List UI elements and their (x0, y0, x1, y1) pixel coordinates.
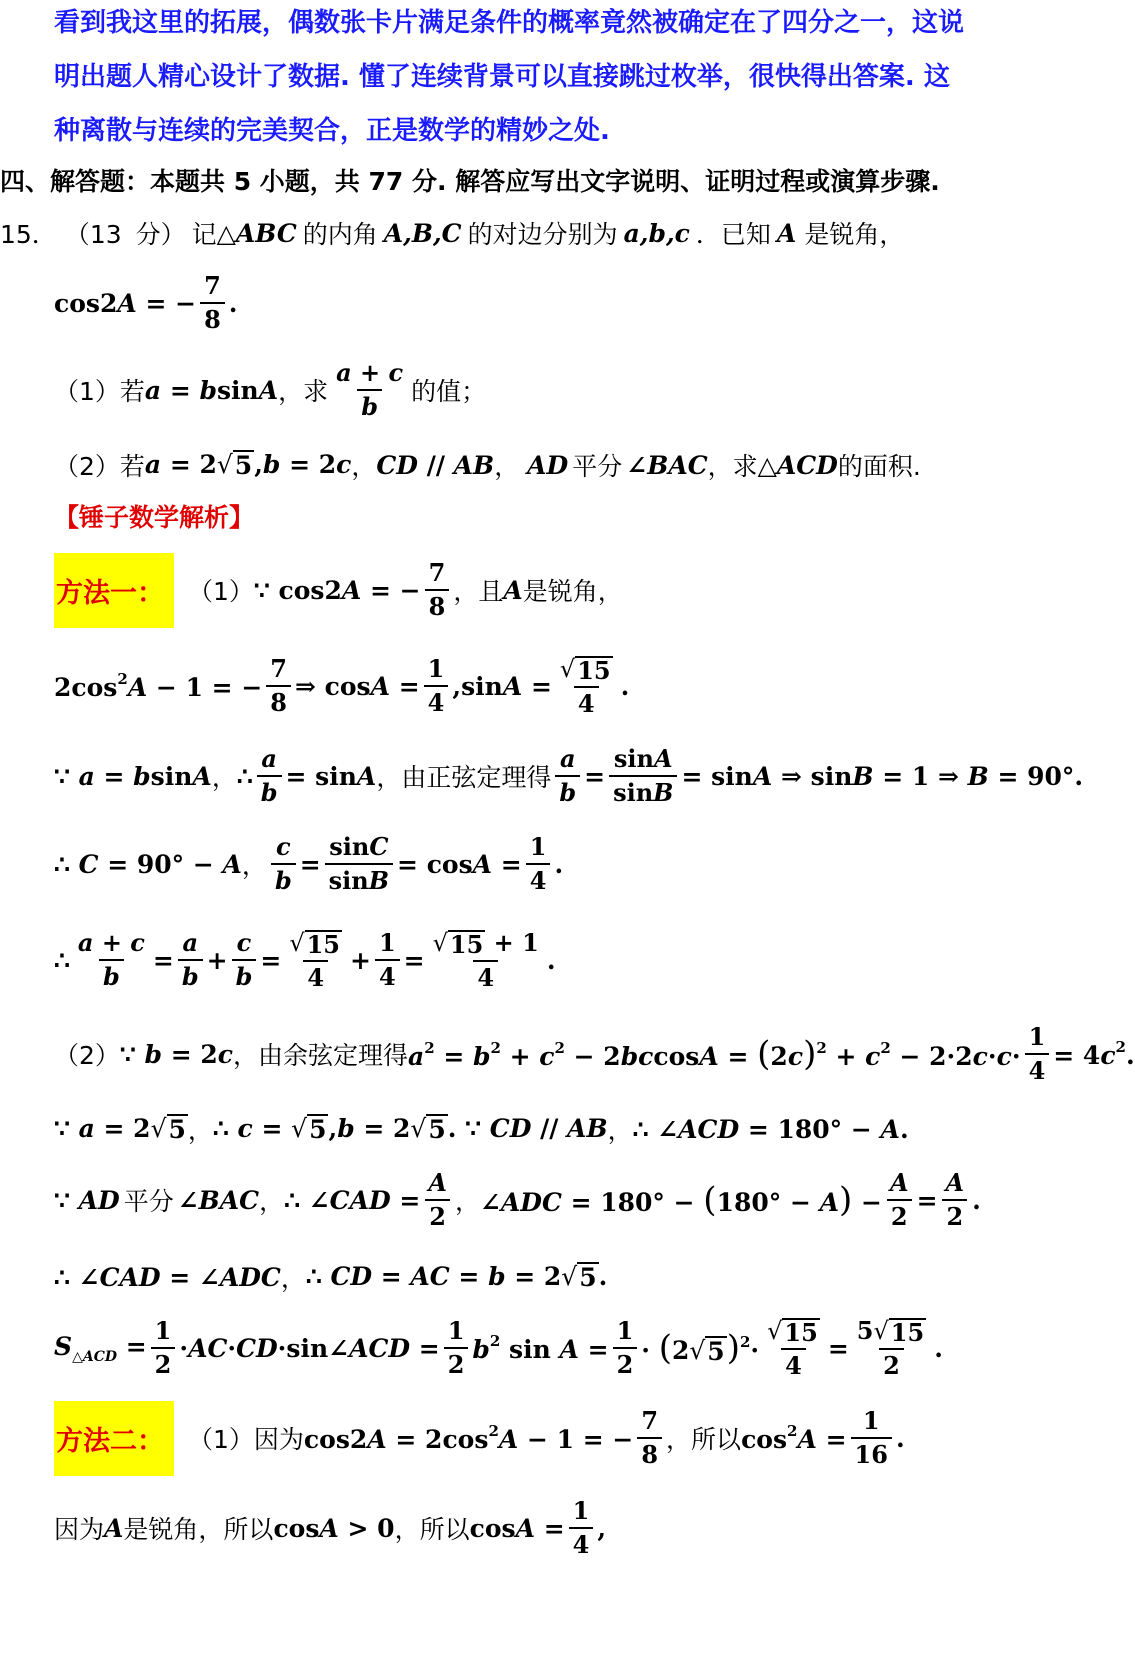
math: $a^2 = b^2 + c^2 - 2bccosA = (2c)^2 + c^2 - 2\cdot 2c\cdot c\cdot$ (408, 1034, 1021, 1074)
math: △ABC (216, 218, 297, 248)
fraction: $\frac{c}{b}$ (232, 929, 257, 990)
fraction: $\frac{a}{b}$ (178, 929, 203, 990)
math: = (299, 849, 321, 879)
fraction: $\frac{1}{2}$ (151, 1317, 176, 1378)
method1-line-8 (54, 1162, 1070, 1238)
fraction: $\frac{1}{4}$ (569, 1497, 594, 1558)
math: = sinA ⇒ sinB = 1 ⇒ B = 90°. (681, 761, 1084, 791)
math: AD (527, 450, 569, 480)
math: . (546, 945, 556, 975)
method1-line-1 (54, 552, 1070, 628)
math: a,b,c (623, 218, 690, 248)
math: $b^2$ sin A = (472, 1332, 609, 1364)
math: . (620, 671, 630, 701)
analysis-text: ， (259, 1187, 285, 1216)
method2-line-2 (54, 1490, 1070, 1566)
fraction: $\frac{1}{16}$ (851, 1407, 892, 1468)
fraction: $\frac{1}{4}$ (424, 655, 449, 716)
math: ∴ ∠ACD = 180° − A. (632, 1114, 909, 1144)
math: A (104, 1513, 124, 1543)
math: . (228, 288, 238, 318)
problem-number: 15． (0, 220, 57, 249)
fraction: $\frac{\sin C}{\sin B}$ (325, 833, 393, 894)
analysis-text: ， (607, 1116, 633, 1145)
method1-line-7 (54, 1104, 1070, 1154)
analysis-title-text: 【锤子数学解析】 (54, 503, 255, 532)
problem-text: 是锐角， (804, 220, 905, 249)
method2-badge: 方法二： (54, 1401, 174, 1476)
problem-text: 平分 (572, 452, 623, 481)
analysis-text: ，由正弦定理得 (376, 763, 552, 792)
math: A,B,C (383, 218, 462, 248)
method1-line-6 (54, 1016, 1135, 1092)
fraction: $\frac{1}{4}$ (1025, 1023, 1050, 1084)
math: ∴ (236, 761, 253, 791)
analysis-text: ， (241, 851, 267, 880)
math: + (206, 945, 228, 975)
math: = (260, 945, 282, 975)
math: . (895, 1423, 905, 1453)
math: ∴ ∠CAD = ∠ADC (54, 1262, 281, 1292)
problem-text: ， (351, 452, 377, 481)
analysis-text: ， (211, 763, 237, 792)
math: ∴ (54, 945, 70, 975)
math: ∵ cos2A = − (253, 575, 421, 605)
math: · (2 √ 5 )$^2$· (641, 1328, 760, 1368)
problem-part-1 (54, 355, 1070, 425)
math: ∵ b = 2c (119, 1039, 233, 1069)
fraction: $\frac{7}{8}$ (200, 272, 225, 333)
math: ⇒ cosA = (294, 671, 420, 701)
method1-line-4 (54, 826, 1070, 902)
analysis-text: ，由余弦定理得 (232, 1041, 408, 1070)
fraction: $\frac{a}{b}$ (257, 745, 282, 806)
fraction: $\frac{a + c}{b}$ (77, 928, 145, 991)
problem-text: ．已知 (695, 220, 771, 249)
method1-line-10 (54, 1310, 1070, 1386)
math: , (597, 1513, 607, 1543)
math: ·AC·CD·sin∠ACD = (179, 1333, 440, 1363)
analysis-text: （1） (188, 1425, 254, 1454)
math: ∠BAC (177, 1185, 260, 1215)
math: . (934, 1333, 943, 1363)
problem-text: ，求 (707, 452, 758, 481)
method1-line-3 (54, 738, 1084, 814)
problem-line-1 (0, 215, 1070, 251)
problem-score: （13 分） (64, 220, 186, 249)
math: A (503, 575, 523, 605)
intro-text-3: 种离散与连续的完美契合，正是数学的精妙之处. (54, 116, 610, 146)
math: = $4c^2$. (1053, 1038, 1135, 1070)
problem-text: 的面积. (837, 452, 921, 481)
math: // (417, 450, 454, 480)
math: $2\cos^2A - 1$ = − (54, 670, 263, 702)
fraction: $\frac{1}{4}$ (526, 833, 551, 894)
math: = sinA (285, 761, 377, 791)
method2-line-1 (54, 1400, 1070, 1476)
math: ∴ ∠CAD = (284, 1185, 421, 1215)
fraction: $\frac{A}{2}$ (886, 1169, 913, 1230)
analysis-text: ，所以 (666, 1425, 742, 1454)
math: AB (453, 450, 495, 480)
section-heading (0, 162, 1070, 198)
intro-text-2: 明出题人精心设计了数据. 懂了连续背景可以直接跳过枚举，很快得出答案. 这 (54, 62, 950, 92)
fraction: $\frac{7}{8}$ (425, 559, 450, 620)
fraction: $\frac{a}{b}$ (555, 745, 580, 806)
math: ∵ a = 2 √ 5 (54, 1114, 186, 1145)
math: ∠BAC (626, 450, 708, 480)
fraction: $\frac{A}{2}$ (424, 1169, 451, 1230)
problem-part-2 (54, 440, 1070, 490)
fraction: √ 15 4 (289, 928, 341, 992)
math: . (554, 849, 564, 879)
math: ∴ CD = AC = b = 2 √ 5 . (305, 1262, 608, 1293)
fraction: $\frac{1}{4}$ (375, 929, 400, 990)
fraction: $\frac{A}{2}$ (942, 1169, 969, 1230)
analysis-text: ， (280, 1264, 306, 1293)
problem-text: 的内角 (302, 220, 378, 249)
analysis-text: （1） (188, 577, 254, 606)
section-heading-text: 四、解答题：本题共 5 小题，共 77 分. 解答应写出文字说明、证明过程或演算步骤. (0, 167, 940, 196)
math: ∠ADC = 180° − (180° − A) − (479, 1180, 882, 1220)
analysis-text: 是锐角， (522, 577, 623, 606)
intro-line-3 (54, 110, 1070, 147)
problem-text: 的值； (411, 377, 487, 406)
math: a = bsinA (144, 375, 279, 405)
analysis-text: 平分 (123, 1187, 174, 1216)
math: $\cos 2A = 2\cos^2A - 1$ = − (303, 1422, 634, 1454)
fraction: 5 √ 15 2 (856, 1315, 925, 1380)
fraction: $\frac{c}{b}$ (271, 833, 296, 894)
analysis-text: ，且 (453, 577, 504, 606)
analysis-text: 是锐角，所以 (123, 1515, 274, 1544)
fraction: $\frac{7}{8}$ (637, 1407, 662, 1468)
math: = (152, 945, 174, 975)
fraction: $\frac{1}{2}$ (613, 1317, 638, 1378)
fraction: $\frac{7}{8}$ (266, 655, 291, 716)
fraction: $\frac{\sin A}{\sin B}$ (609, 745, 677, 806)
problem-text: （2）若 (54, 452, 145, 481)
math: $\cos^2A$ = (741, 1422, 847, 1454)
analysis-text: 因为 (54, 1515, 105, 1544)
math: A (776, 218, 797, 248)
intro-text-1: 看到我这里的拓展，偶数张卡片满足条件的概率竟然被确定在了四分之一，这说 (54, 8, 965, 38)
problem-text: 的对边分别为 (467, 220, 618, 249)
fraction: $\frac{a + c}{b}$ (336, 358, 404, 421)
math: ∴ c = √ 5 ,b = 2 √ 5 . ∵ CD // AB (212, 1114, 608, 1145)
method1-line-2 (54, 648, 1070, 724)
math: = (916, 1185, 938, 1215)
analysis-text: ， (187, 1116, 213, 1145)
fraction: √ 15 4 (559, 654, 611, 718)
analysis-text: （2） (54, 1041, 120, 1070)
math: ∴ C = 90° − A (54, 849, 242, 879)
analysis-title (54, 498, 1070, 534)
method1-badge: 方法一： (54, 553, 174, 628)
problem-text: ，求 (278, 377, 329, 406)
intro-line-1 (54, 2, 1070, 39)
fraction: √ 15 + 1 4 (432, 927, 539, 992)
analysis-text: 因为 (253, 1425, 304, 1454)
math: cosA > 0 (273, 1513, 395, 1543)
math: . (972, 1185, 981, 1215)
problem-text: 记 (191, 220, 217, 249)
math: = cosA = (397, 849, 522, 879)
math: cosA = (469, 1513, 565, 1543)
math: cos2A = − (54, 288, 197, 318)
math: △ACD (757, 450, 838, 480)
math: $S_{\triangle ACD}$ = (54, 1331, 147, 1365)
math: a = 2 √ 5 ,b = 2c (144, 450, 352, 481)
math: CD (376, 450, 418, 480)
math: = (584, 761, 606, 791)
math: ∵ AD (54, 1185, 120, 1215)
method1-line-9 (54, 1252, 1070, 1302)
math: ∵ a = bsinA (54, 761, 212, 791)
math: ,sinA = (452, 671, 552, 701)
math: = (403, 945, 425, 975)
math: = (827, 1333, 849, 1363)
analysis-text: ，所以 (394, 1515, 470, 1544)
intro-line-2 (54, 56, 1070, 93)
method1-line-5 (54, 922, 1070, 998)
fraction: $\frac{1}{2}$ (444, 1317, 469, 1378)
problem-text: ， (494, 452, 528, 481)
problem-text: （1）若 (54, 377, 145, 406)
analysis-text: ， (454, 1187, 480, 1216)
problem-line-2 (54, 268, 1070, 338)
math: + (350, 945, 371, 975)
fraction: √ 15 4 (767, 1316, 818, 1380)
